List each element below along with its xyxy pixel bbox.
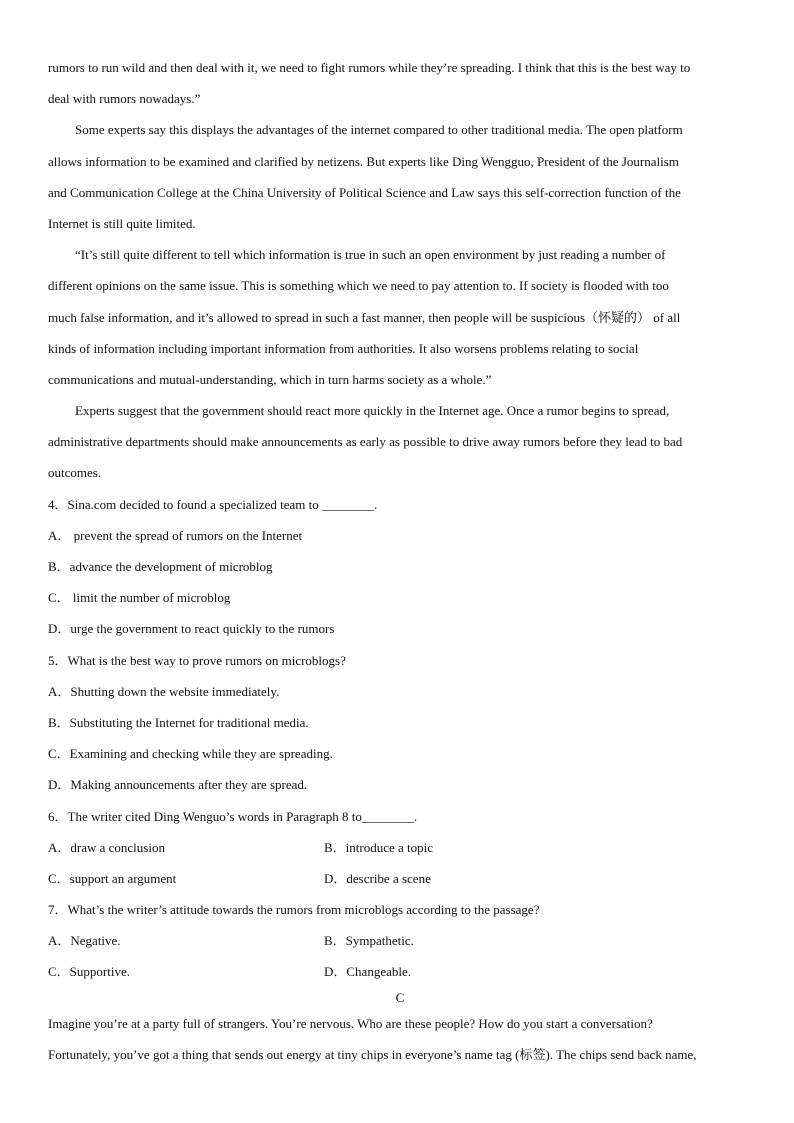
paragraph-rumor-quote-end [48, 52, 752, 114]
question-5 [48, 645, 752, 801]
question-7 [48, 894, 752, 988]
option-row [48, 863, 752, 894]
text-line: Some experts say this displays the advantages of the internet compared to other traditional media. The open platform [75, 122, 683, 138]
text-line: kinds of information including important information from authorities. It also worsens problems relating to social [48, 340, 639, 356]
text-line: deal with rumors nowadays.” [48, 91, 201, 107]
text-line: Imagine you’re at a party full of strangers. You’re nervous. Who are these people? How do you start a conversation? [48, 1015, 653, 1031]
option-a: A．Negative. [48, 933, 121, 949]
question-stem: 4．Sina.com decided to found a specialized team to ________. [48, 496, 378, 512]
text-line: different opinions on the same issue. This is something which we need to pay attention to. If society is flooded with too [48, 278, 669, 294]
option-d: D．urge the government to react quickly to the rumors [48, 621, 335, 637]
text-line: communications and mutual-understanding, which in turn harms society as a whole.” [48, 371, 492, 387]
option-c: C． limit the number of microblog [48, 590, 231, 606]
text-line: allows information to be examined and clarified by netizens. But experts like Ding Wengguo, President of the Journalism [48, 153, 679, 169]
option-b: B．Substituting the Internet for traditional media. [48, 714, 309, 730]
text-line: administrative departments should make announcements as early as possible to drive away rumors before they lead to bad [48, 434, 683, 450]
question-stem: 6．The writer cited Ding Wenguo’s words in Paragraph 8 to________. [48, 808, 418, 824]
option-c: C．Supportive. [48, 964, 130, 980]
question-stem: 5．What is the best way to prove rumors on microblogs? [48, 652, 346, 668]
option-d: D．describe a scene [324, 870, 431, 886]
option-c: C．Examining and checking while they are spreading. [48, 746, 333, 762]
paragraph-experts [48, 114, 752, 239]
option-b: B．introduce a topic [324, 839, 434, 855]
option-a: A．Shutting down the website immediately. [48, 683, 280, 699]
text-line: outcomes. [48, 465, 102, 481]
option-row [48, 925, 752, 956]
option-b: B．advance the development of microblog [48, 559, 273, 574]
option-row [48, 832, 752, 863]
question-stem: 7．What’s the writer’s attitude towards the rumors from microblogs according to the passage? [48, 902, 540, 918]
option-c: C．support an argument [48, 870, 177, 886]
option-b: B．Sympathetic. [324, 933, 414, 949]
option-d: D．Making announcements after they are spread. [48, 777, 308, 793]
passage-c [48, 1008, 752, 1070]
text-line: Experts suggest that the government should react more quickly in the Internet age. Once a rumor begins to spread, [75, 403, 670, 419]
text-line: rumors to run wild and then deal with it, we need to fight rumors while they’re spreading. I think that this is the best way to [48, 60, 691, 75]
option-a: A．draw a conclusion [48, 839, 165, 855]
document-page [48, 52, 752, 1070]
section-heading-c: C [395, 989, 405, 1005]
text-line: and Communication College at the China University of Political Science and Law says this self-correction function of the [48, 184, 681, 200]
option-a: A． prevent the spread of rumors on the Internet [48, 527, 303, 543]
text-line: Internet is still quite limited. [48, 215, 196, 231]
paragraph-suggestion [48, 395, 752, 489]
text-line: much false information, and it’s allowed to spread in such a fast manner, then people will be suspicious（怀疑的） of all [48, 309, 681, 325]
text-line: “It’s still quite different to tell which information is true in such an open environment by just reading a number of [75, 247, 666, 263]
paragraph-ding-quote [48, 239, 752, 395]
option-row [48, 956, 752, 987]
text-line: Fortunately, you’ve got a thing that sends out energy at tiny chips in everyone’s name tag (标签). The chips send back name, [48, 1046, 697, 1062]
option-d: D．Changeable. [324, 964, 412, 980]
question-6 [48, 801, 752, 895]
question-4 [48, 489, 752, 645]
